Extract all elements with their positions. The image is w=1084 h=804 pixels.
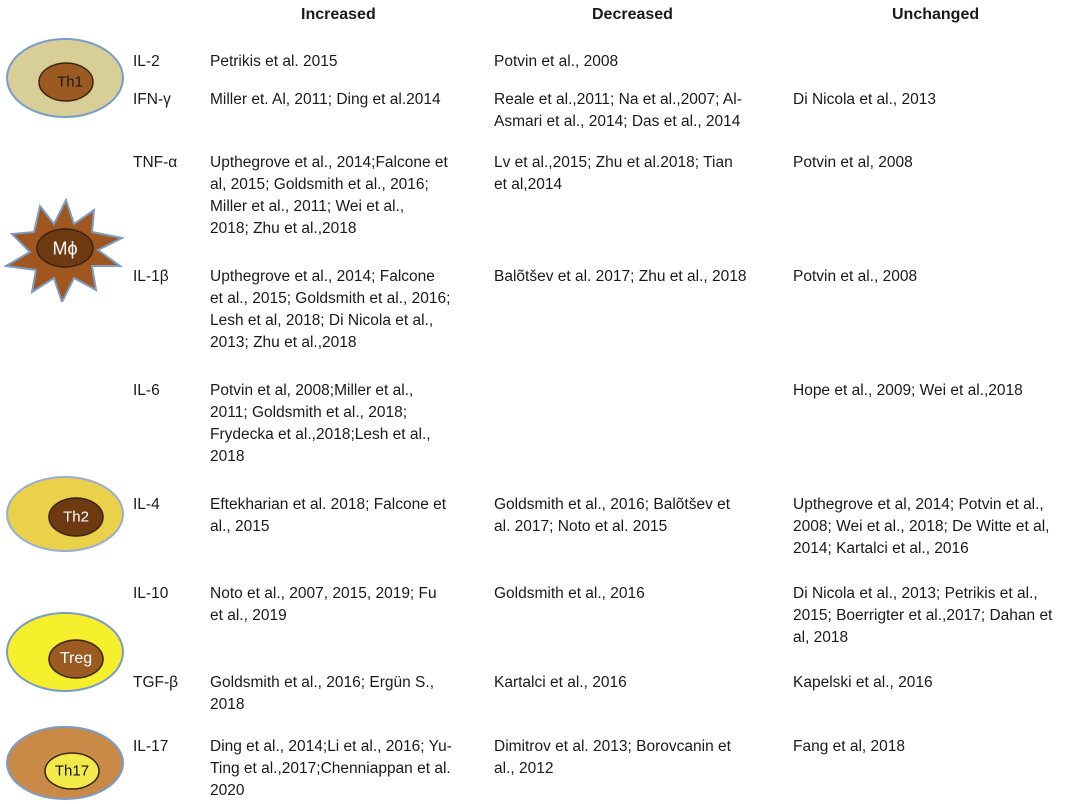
increased-cell: Ding et al., 2014;Li et al., 2016; Yu- Ting et al.,2017;Chenniappan et al. 2020 [210,738,452,799]
treg-cell-icon [4,610,126,694]
decreased-cell: Dimitrov et al. 2013; Borovcanin et al., 2012 [494,738,731,777]
cytokine-label: IL-17 [133,738,169,755]
decreased-cell: Balõtšev et al. 2017; Zhu et al., 2018 [494,268,747,285]
increased-cell: Goldsmith et al., 2016; Ergün S., 2018 [210,674,435,713]
unchanged-cell: Potvin et al., 2008 [793,268,918,285]
decreased-cell: Reale et al.,2011; Na et al.,2007; Al- Asmari et al., 2014; Das et al., 2014 [494,91,742,130]
unchanged-cell: Potvin et al, 2008 [793,154,913,171]
decreased-cell: Potvin et al., 2008 [494,53,619,70]
increased-cell: Noto et al., 2007, 2015, 2019; Fu et al., 2019 [210,585,437,624]
treg-label: Treg [59,650,93,667]
macrophage-cell-icon [4,198,126,302]
unchanged-cell: Hope et al., 2009; Wei et al.,2018 [793,382,1023,399]
th1-label: Th1 [57,73,83,91]
cytokine-label: IFN-γ [133,91,171,108]
increased-cell: Miller et. Al, 2011; Ding et al.2014 [210,91,441,108]
th1-cell-icon [4,36,126,120]
th2-cell-icon [4,474,126,554]
macrophage-label: Mϕ [52,238,78,259]
decreased-cell: Goldsmith et al., 2016 [494,585,645,602]
th17-cell-icon [4,724,126,802]
unchanged-cell: Di Nicola et al., 2013; Petrikis et al., 2015; Boerrigter et al.,2017; Dahan et al, 2018 [793,585,1053,646]
increased-cell: Potvin et al, 2008;Miller et al., 2011; Goldsmith et al., 2018; Frydecka et al.,2018;Lesh et al., 2018 [210,382,431,465]
cytokine-label: IL-10 [133,585,169,602]
cytokine-label: TNF-α [133,154,178,171]
increased-cell: Upthegrove et al., 2014; Falcone et al., 2015; Goldsmith et al., 2016; Lesh et al, 2018; Di Nicola et al., 2013; Zhu et al.,2018 [210,268,451,351]
decreased-cell: Kartalci et al., 2016 [494,674,627,691]
cytokine-label: TGF-β [133,674,179,691]
cytokine-label: IL-6 [133,382,160,399]
unchanged-cell: Upthegrove et al, 2014; Potvin et al., 2008; Wei et al., 2018; De Witte et al, 2014; Kartalci et al., 2016 [793,496,1050,557]
header-decreased: Decreased [592,6,673,23]
th17-label: Th17 [54,762,90,780]
decreased-cell: Lv et al.,2015; Zhu et al.2018; Tian et al,2014 [494,154,733,193]
increased-cell: Eftekharian et al. 2018; Falcone et al., 2015 [210,496,447,535]
unchanged-cell: Kapelski et al., 2016 [793,674,933,691]
th2-label: Th2 [63,508,89,526]
increased-cell: Upthegrove et al., 2014;Falcone et al, 2015; Goldsmith et al., 2016; Miller et al., 2011; Wei et al., 2018; Zhu et al.,2018 [210,154,448,237]
cytokine-label: IL-2 [133,53,160,70]
header-unchanged: Unchanged [892,6,980,23]
decreased-cell: Goldsmith et al., 2016; Balõtšev et al. 2017; Noto et al. 2015 [494,496,731,535]
cytokine-label: IL-1β [133,268,169,285]
cytokine-label: IL-4 [133,496,160,513]
increased-cell: Petrikis et al. 2015 [210,53,338,70]
header-increased: Increased [301,6,376,23]
unchanged-cell: Di Nicola et al., 2013 [793,91,937,108]
unchanged-cell: Fang et al, 2018 [793,738,906,755]
